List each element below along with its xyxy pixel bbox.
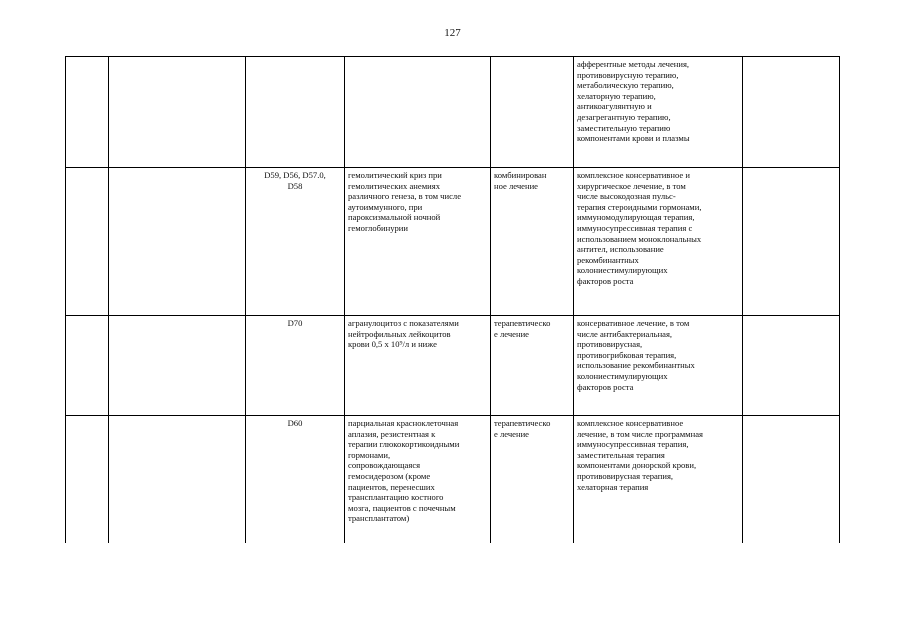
diagnosis-code-cell: D70 xyxy=(246,316,345,416)
treatment-type-cell: терапевтическо е лечение xyxy=(491,416,574,543)
empty-cell xyxy=(743,168,840,316)
treatment-methods-cell: консервативное лечение, в том числе антибактериальная, противовирусная, противогрибковая терапия, использование рекомбинантных колониестимулирующих факторов роста xyxy=(574,316,743,416)
condition-cell xyxy=(345,57,491,168)
condition-cell: агранулоцитоз с показателями нейтрофильных лейкоцитов крови 0,5 x 10⁹/л и ниже xyxy=(345,316,491,416)
treatment-type-cell xyxy=(491,57,574,168)
empty-cell xyxy=(743,57,840,168)
treatment-type-cell: терапевтическо е лечение xyxy=(491,316,574,416)
empty-cell xyxy=(66,57,109,168)
treatment-table xyxy=(65,56,840,543)
empty-cell xyxy=(109,168,246,316)
treatment-methods-cell: комплексное консервативное и хирургическое лечение, в том числе высокодозная пульс- терапия стероидными гормонами, иммуномодулирующая терапия, иммуносупрессивная терапия с использованием моноклональных антител, использование рекомбинантных колониестимулирующих факторов роста xyxy=(574,168,743,316)
empty-cell xyxy=(66,168,109,316)
empty-cell xyxy=(66,316,109,416)
empty-cell xyxy=(109,57,246,168)
table-row xyxy=(66,316,840,416)
empty-cell xyxy=(743,416,840,543)
diagnosis-code-cell xyxy=(246,57,345,168)
treatment-type-cell: комбинирован ное лечение xyxy=(491,168,574,316)
condition-cell: гемолитический криз при гемолитических анемиях различного генеза, в том числе аутоиммунного, при пароксизмальной ночной гемоглобинурии xyxy=(345,168,491,316)
empty-cell xyxy=(109,316,246,416)
treatment-methods-cell: комплексное консервативное лечение, в том числе программная иммуносупрессивная терапия, заместительная терапия компонентами донорской крови, противовирусная терапия, хелаторная терапия xyxy=(574,416,743,543)
condition-cell: парциальная красноклеточная аплазия, резистентная к терапии глюкокортикоидными гормонами, сопровождающаяся гемосидерозом (кроме пациентов, перенесших трансплантацию костного мозга, пациентов с почечным трансплантатом) xyxy=(345,416,491,543)
empty-cell xyxy=(109,416,246,543)
page-number: 127 xyxy=(444,27,461,39)
empty-cell xyxy=(743,316,840,416)
table-row xyxy=(66,168,840,316)
empty-cell xyxy=(66,416,109,543)
diagnosis-code-cell: D60 xyxy=(246,416,345,543)
diagnosis-code-cell: D59, D56, D57.0, D58 xyxy=(246,168,345,316)
table-row xyxy=(66,57,840,168)
table-row xyxy=(66,416,840,543)
treatment-methods-cell: афферентные методы лечения, противовирусную терапию, метаболическую терапию, хелаторную терапию, антикоагулянтную и дезагрегантную терапию, заместительную терапию компонентами крови и плазмы xyxy=(574,57,743,168)
